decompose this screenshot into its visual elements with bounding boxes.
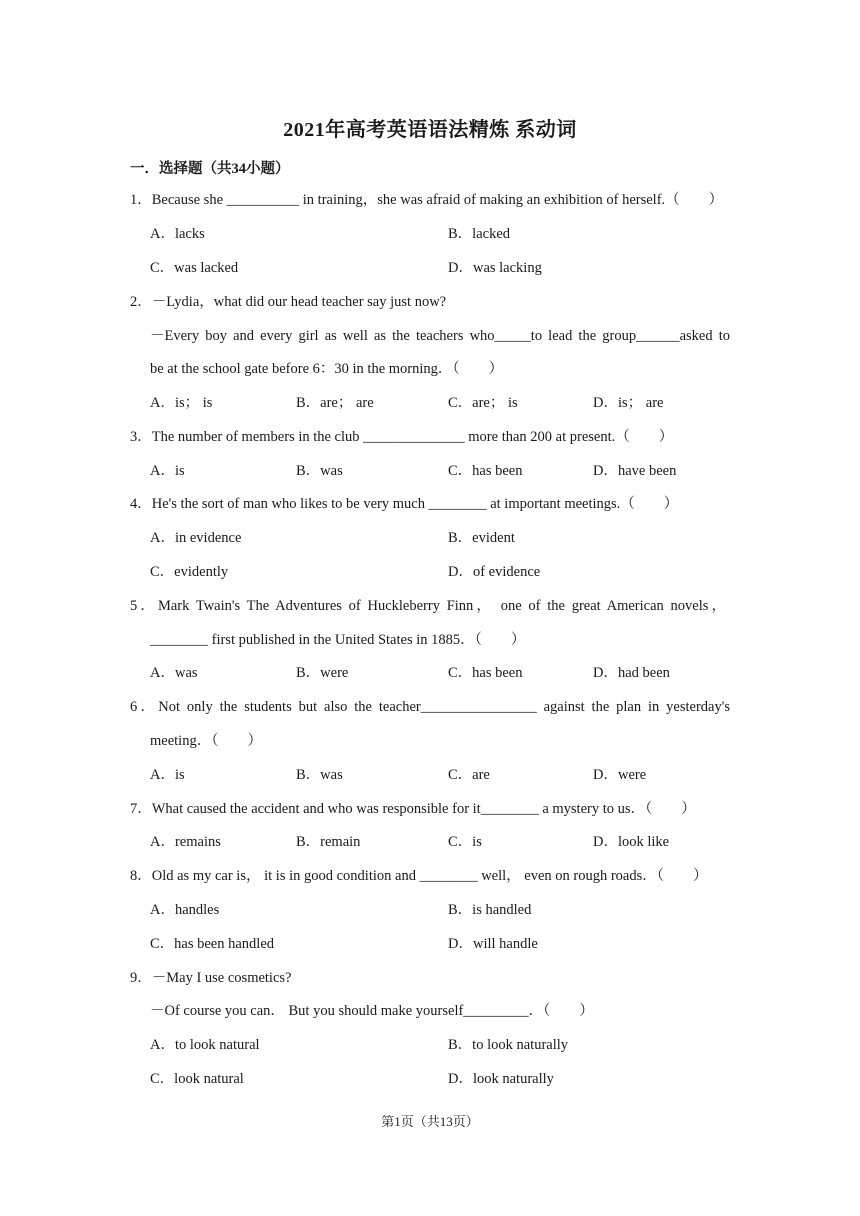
question-3-option-d: D．have been: [593, 463, 677, 479]
question-2-stem-line-2: －Every boy and every girl as well as the teachers who_____to lead the group______asked to: [150, 328, 730, 344]
question-3-stem: 3．The number of members in the club ______________ more than 200 at present.（ ）: [130, 429, 674, 445]
question-4-option-d: D．of evidence: [448, 564, 541, 580]
question-2-option-b: B．are； are: [296, 395, 374, 411]
question-7-option-c: C．is: [448, 834, 482, 850]
question-1-option-c: C．was lacked: [150, 260, 239, 276]
question-8-option-b: B．is handled: [448, 902, 532, 918]
question-4-stem: 4．He's the sort of man who likes to be very much ________ at important meetings.（ ）: [130, 496, 679, 512]
question-7-option-d: D．look like: [593, 834, 670, 850]
question-6-option-b: B．was: [296, 767, 343, 783]
question-6-stem: 6．Not only the students but also the teacher________________ against the plan in yesterday's: [130, 699, 730, 715]
question-3-option-a: A．is: [150, 463, 185, 479]
question-7-stem: 7．What caused the accident and who was responsible for it________ a mystery to us．（ ）: [130, 801, 696, 817]
question-7-option-b: B．remain: [296, 834, 361, 850]
section-heading: 一．选择题（共34小题）: [130, 161, 290, 177]
question-5-option-b: B．were: [296, 665, 349, 681]
question-1-option-d: D．was lacking: [448, 260, 542, 276]
question-7-option-a: A．remains: [150, 834, 221, 850]
question-2-stem-line-3: be at the school gate before 6：30 in the morning．（ ）: [150, 361, 504, 377]
question-2-stem: 2．－Lydia，what did our head teacher say just now?: [130, 294, 447, 310]
question-9-option-c: C．look natural: [150, 1071, 244, 1087]
question-1-option-a: A．lacks: [150, 226, 205, 242]
question-3-option-b: B．was: [296, 463, 343, 479]
question-8-option-d: D．will handle: [448, 936, 538, 952]
page-number-footer: 第1页（共13页）: [381, 1114, 479, 1129]
question-6-option-a: A．is: [150, 767, 185, 783]
question-8-stem: 8．Old as my car is， it is in good condition and ________ well， even on rough roads．（ ）: [130, 868, 708, 884]
question-8-option-a: A．handles: [150, 902, 220, 918]
question-6-option-d: D．were: [593, 767, 647, 783]
question-5-option-d: D．had been: [593, 665, 670, 681]
question-1-stem: 1．Because she __________ in training，she was afraid of making an exhibition of herself.（ ）: [130, 192, 724, 208]
question-2-option-a: A．is； is: [150, 395, 213, 411]
question-5-option-c: C．has been: [448, 665, 523, 681]
question-6-stem-line-2: meeting．（ ）: [150, 733, 262, 749]
question-5-stem: 5．Mark Twain's The Adventures of Huckleberry Finn， one of the great American novels，: [130, 598, 726, 614]
question-2-option-d: D．is； are: [593, 395, 664, 411]
question-9-stem: 9．－May I use cosmetics?: [130, 970, 292, 986]
question-5-option-a: A．was: [150, 665, 198, 681]
question-9-stem-line-2: －Of course you can． But you should make yourself_________．（ ）: [150, 1003, 594, 1019]
question-4-option-b: B．evident: [448, 530, 515, 546]
question-8-option-c: C．has been handled: [150, 936, 275, 952]
question-9-option-a: A．to look natural: [150, 1037, 260, 1053]
page-title: 2021年高考英语语法精炼 系动词: [283, 119, 577, 141]
question-9-option-d: D．look naturally: [448, 1071, 554, 1087]
question-5-stem-line-2: ________ first published in the United States in 1885．（ ）: [150, 632, 526, 648]
question-3-option-c: C．has been: [448, 463, 523, 479]
question-6-option-c: C．are: [448, 767, 490, 783]
question-4-option-a: A．in evidence: [150, 530, 242, 546]
question-4-option-c: C．evidently: [150, 564, 229, 580]
question-2-option-c: C．are； is: [448, 395, 518, 411]
question-9-option-b: B．to look naturally: [448, 1037, 569, 1053]
question-1-option-b: B．lacked: [448, 226, 511, 242]
